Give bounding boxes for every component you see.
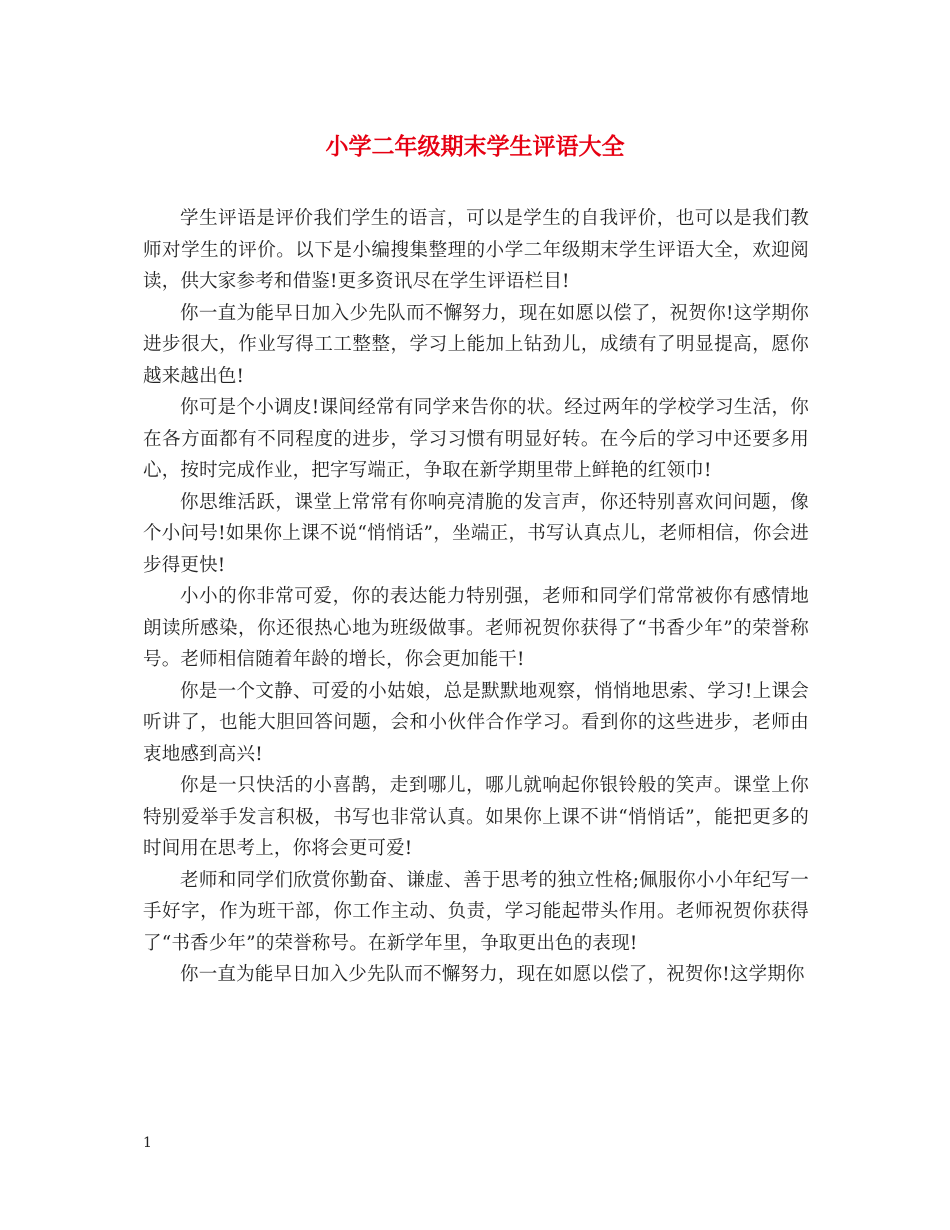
paragraph: 小小的你非常可爱，你的表达能力特别强，老师和同学们常常被你有感情地朗读所感染，你还很热心地为班级做事。老师祝贺你获得了“书香少年”的荣誉称号。老师相信随着年龄的增长，你会更加能干! <box>143 586 809 670</box>
paragraph: 你是一只快活的小喜鹊，走到哪儿，哪儿就响起你银铃般的笑声。课堂上你特别爱举手发言积极，书写也非常认真。如果你上课不讲“悄悄话”，能把更多的时间用在思考上，你将会更可爱! <box>143 775 809 859</box>
paragraph: 你是一个文静、可爱的小姑娘，总是默默地观察，悄悄地思索、学习!上课会听讲了，也能大胆回答问题，会和小伙伴合作学习。看到你的这些进步，老师由衷地感到高兴! <box>143 680 809 765</box>
paragraph: 你可是个小调皮!课间经常有同学来告你的状。经过两年的学校学习生活，你在各方面都有不同程度的进步，学习习惯有明显好转。在今后的学习中还要多用心，按时完成作业，把字写端正，争取在新学期里带上鲜艳的红领巾! <box>143 397 809 481</box>
paragraph: 你一直为能早日加入少先队而不懈努力，现在如愿以偿了，祝贺你!这学期你 <box>180 964 805 985</box>
paragraph: 你一直为能早日加入少先队而不懈努力，现在如愿以偿了，祝贺你!这学期你进步很大，作业写得工工整整，学习上能加上钻劲儿，成绩有了明显提高，愿你越来越出色! <box>143 302 809 387</box>
paragraph: 你思维活跃，课堂上常常有你响亮清脆的发言声，你还特别喜欢问问题，像个小问号!如果你上课不说“悄悄话”，坐端正，书写认真点儿，老师相信，你会进步得更快! <box>143 491 809 576</box>
page-number: 1 <box>143 1135 152 1151</box>
paragraph: 学生评语是评价我们学生的语言，可以是学生的自我评价，也可以是我们教师对学生的评价。以下是小编搜集整理的小学二年级期末学生评语大全，欢迎阅读，供大家参考和借鉴!更多资讯尽在学生评语栏目! <box>143 208 809 292</box>
document-body <box>143 203 809 991</box>
document-title: 小学二年级期末学生评语大全 <box>325 134 625 160</box>
paragraph: 老师和同学们欣赏你勤奋、谦虚、善于思考的独立性格;佩服你小小年纪写一手好字，作为班干部，你工作主动、负责，学习能起带头作用。老师祝贺你获得了“书香少年”的荣誉称号。在新学年里，争取更出色的表现! <box>143 869 809 954</box>
